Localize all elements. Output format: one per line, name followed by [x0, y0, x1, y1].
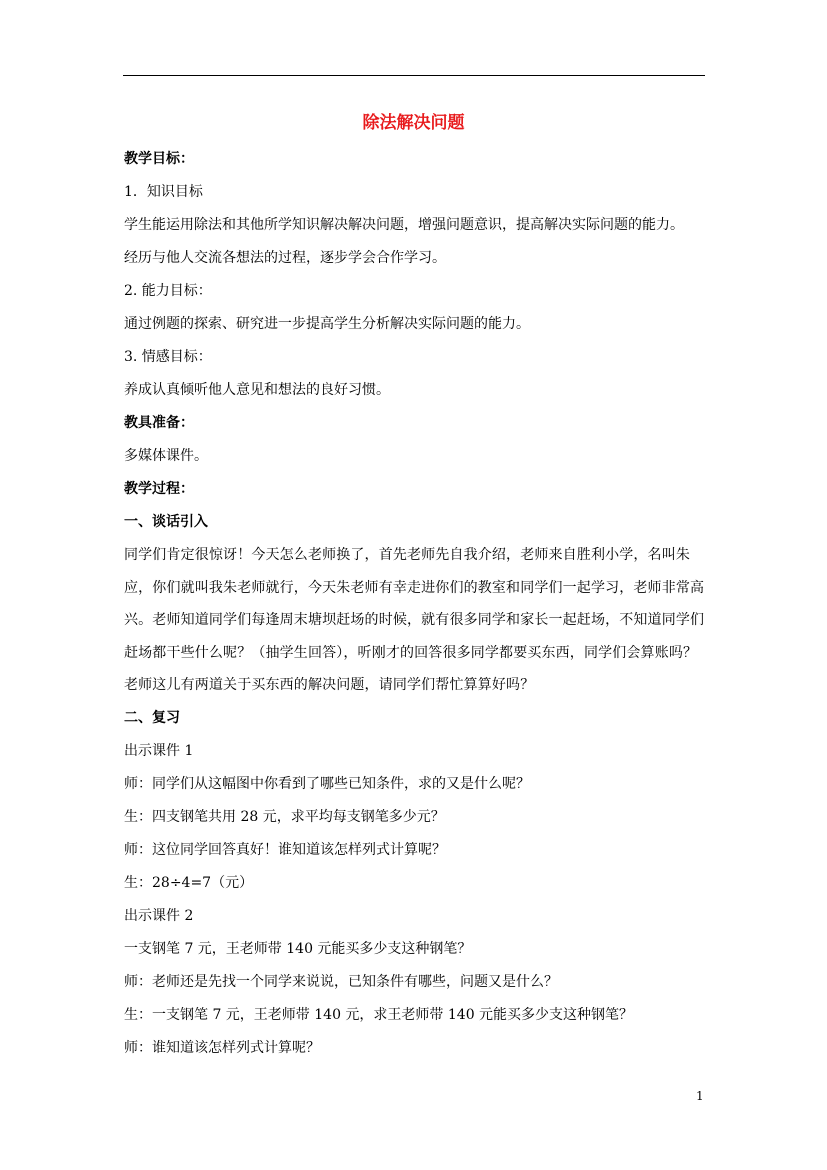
paragraph: 生：四支钢笔共用 28 元，求平均每支钢笔多少元？: [124, 808, 445, 825]
paragraph: 生：一支钢笔 7 元，王老师带 140 元，求王老师带 140 元能买多少支这种钢笔？: [124, 1006, 634, 1023]
paragraph: 师：同学们从这幅图中你看到了哪些已知条件，求的又是什么呢？: [124, 775, 530, 792]
paragraph: 师：谁知道该怎样列式计算呢？: [124, 1039, 320, 1056]
paragraph: 同学们肯定很惊讶！今天怎么老师换了，首先老师先自我介绍，老师来自胜利小学，名叫朱应，你们就叫我朱老师就行，今天朱老师有幸走进你们的教室和同学们一起学习，老师非常高兴。老师知道同学们每逢周末塘坝赶场的时候，就有很多同学和家长一起赶场，不知道同学们赶场都干些什么呢？（抽学生回答），听刚才的回答很多同学都要买东西，同学们会算账吗？老师这儿有两道关于买东西的解决问题，请同学们帮忙算算好吗？: [124, 547, 705, 694]
paragraph: 出示课件 1: [124, 742, 194, 759]
paragraph-gap: [124, 728, 710, 742]
paragraph: 多媒体课件。: [124, 448, 208, 464]
paragraph-gap: [124, 400, 710, 414]
header-rule: [123, 75, 705, 76]
paragraph-gap: [124, 268, 710, 282]
paragraph-gap: [124, 893, 710, 907]
paragraph-gap: [124, 992, 710, 1006]
paragraph: 经历与他人交流各想法的过程，逐步学会合作学习。: [124, 250, 446, 266]
paragraph-gap: [124, 169, 710, 183]
section-heading: 教具准备：: [124, 415, 194, 431]
paragraph: 1．知识目标: [124, 184, 203, 200]
document-body: [124, 150, 710, 1058]
document-title: 除法解决问题: [362, 113, 465, 133]
paragraph-gap: [124, 202, 710, 216]
paragraph: 生：28÷4=7（元）: [124, 874, 254, 891]
paragraph-gap: [124, 499, 710, 513]
section-heading: 一、谈话引入: [124, 514, 208, 530]
paragraph-gap: [124, 860, 710, 874]
section-heading: 教学过程：: [124, 481, 194, 497]
paragraph: 出示课件 2: [124, 907, 194, 924]
paragraph: 师：这位同学回答真好！谁知道该怎样列式计算呢？: [124, 841, 446, 858]
paragraph: 养成认真倾听他人意见和想法的良好习惯。: [124, 382, 390, 398]
paragraph-gap: [124, 1025, 710, 1039]
paragraph: 通过例题的探索、研究进一步提高学生分析解决实际问题的能力。: [124, 316, 530, 332]
paragraph-gap: [124, 433, 710, 447]
paragraph: 3. 情感目标：: [124, 349, 212, 365]
paragraph-gap: [124, 466, 710, 480]
section-heading: 二、复习: [124, 709, 180, 726]
paragraph-gap: [124, 367, 710, 381]
paragraph-gap: [124, 926, 710, 940]
section-heading: 教学目标：: [124, 151, 194, 167]
paragraph: 师：老师还是先找一个同学来说说，已知条件有哪些，问题又是什么？: [124, 973, 558, 990]
paragraph-gap: [124, 334, 710, 348]
paragraph: 2. 能力目标：: [124, 283, 212, 299]
paragraph-gap: [124, 235, 710, 249]
page-number: 1: [696, 1089, 704, 1103]
paragraph-gap: [124, 959, 710, 973]
paragraph: 学生能运用除法和其他所学知识解决解决问题，增强问题意识，提高解决实际问题的能力。: [124, 217, 684, 233]
paragraph: 一支钢笔 7 元，王老师带 140 元能买多少支这种钢笔？: [124, 940, 472, 957]
paragraph-gap: [124, 794, 710, 808]
paragraph-gap: [124, 761, 710, 775]
paragraph-gap: [124, 301, 710, 315]
paragraph-gap: [124, 827, 710, 841]
